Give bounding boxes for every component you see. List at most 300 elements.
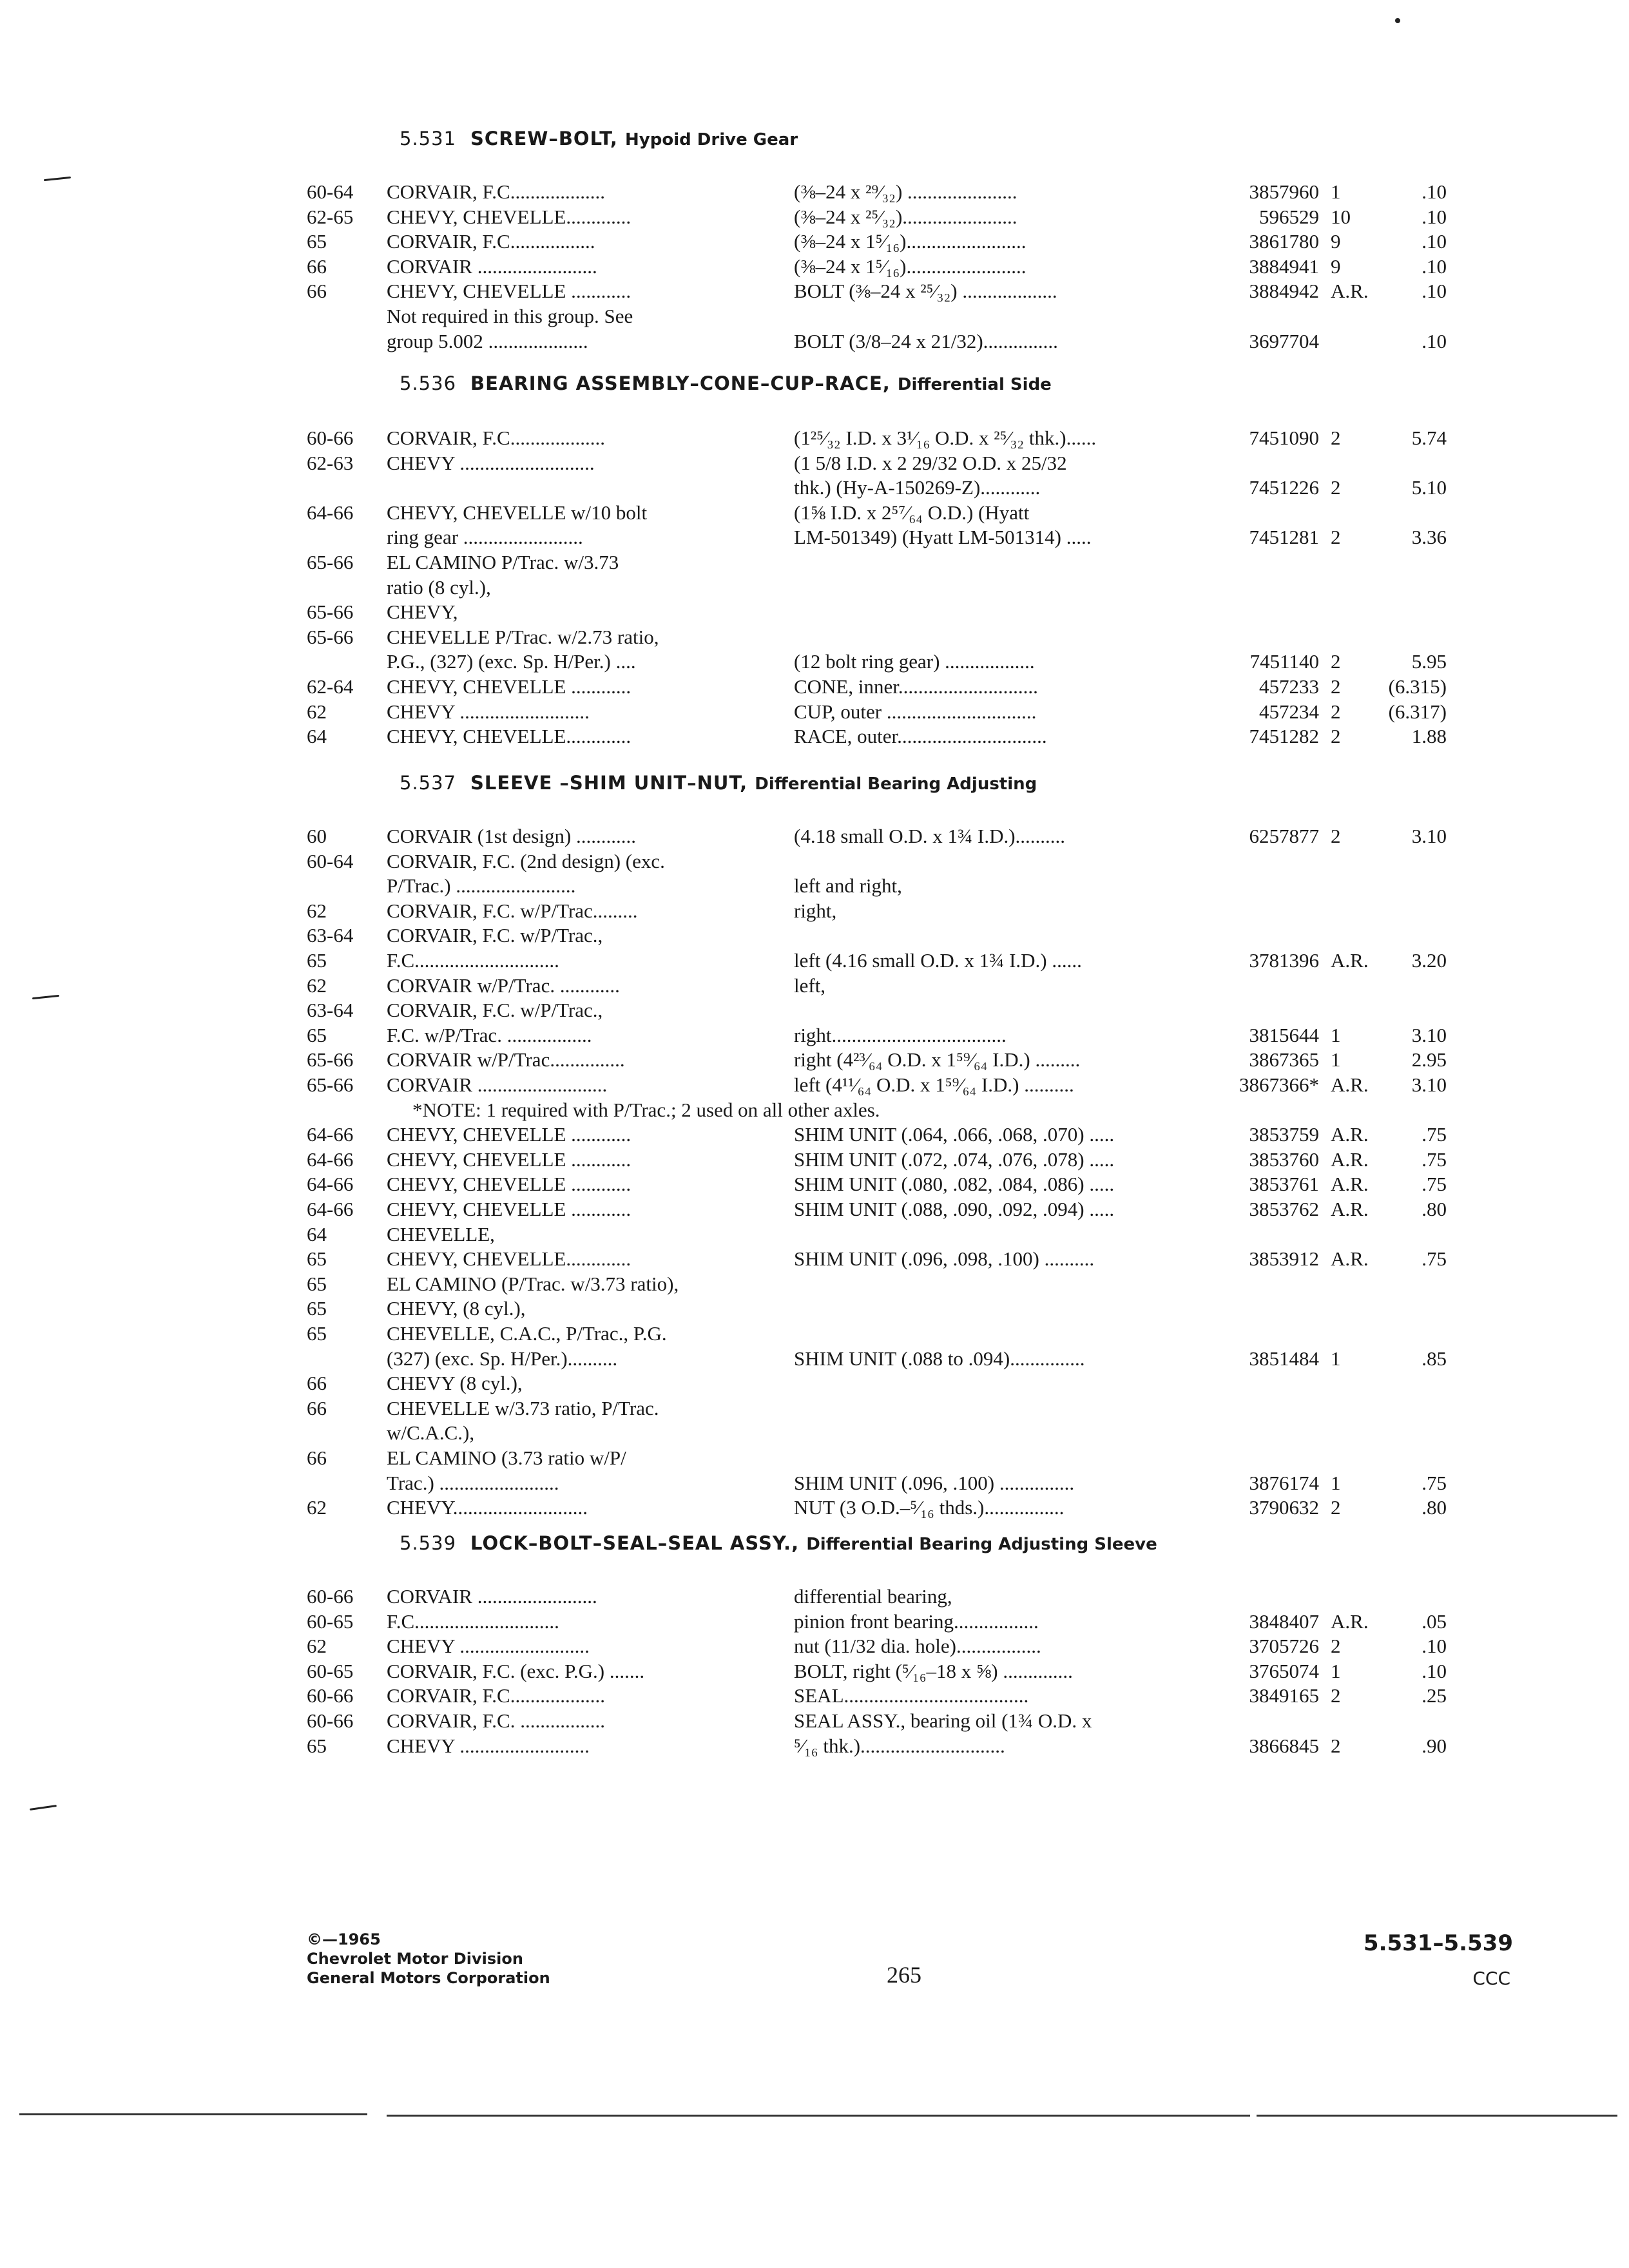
section-title: SCREW–BOLT, <box>470 128 618 149</box>
cell-app: CHEVY........................... <box>387 1496 588 1519</box>
cell-app: CORVAIR .......................... <box>387 1073 608 1096</box>
footer-copyright: ©—1965 <box>307 1930 381 1948</box>
cell-desc: SHIM UNIT (.088, .090, .092, .094) ..... <box>794 1198 1115 1220</box>
cell-desc: left (4¹¹⁄₆₄ O.D. x 1⁵⁹⁄₆₄ I.D.) .......... <box>794 1073 1074 1096</box>
cell-app: CHEVY, CHEVELLE ............ <box>387 1198 631 1220</box>
cell-app: CORVAIR, F.C................... <box>387 180 605 203</box>
cell-app: CHEVELLE, C.A.C., P/Trac., P.G. <box>387 1322 667 1345</box>
cell-year: 60-66 <box>307 1709 354 1732</box>
cell-app: ring gear ........................ <box>387 526 583 549</box>
cell-price: .10 <box>1422 205 1447 228</box>
cell-price: .80 <box>1422 1198 1447 1220</box>
table-row <box>0 949 1629 972</box>
cell-qty: 1 <box>1331 1023 1341 1046</box>
cell-part: 3705726 <box>1249 1635 1319 1658</box>
table-row <box>0 305 1629 328</box>
cell-price: .90 <box>1422 1734 1447 1757</box>
cell-year: 60-64 <box>307 180 354 203</box>
cell-desc: (1²⁵⁄₃₂ I.D. x 3¹⁄₁₆ O.D. x ²⁵⁄₃₂ thk.)...... <box>794 427 1097 449</box>
cell-app: CHEVY, CHEVELLE w/10 bolt <box>387 501 648 524</box>
cell-year: 60-66 <box>307 1585 354 1608</box>
table-row <box>0 700 1629 724</box>
cell-year: 64-66 <box>307 501 354 524</box>
cell-qty: A.R. <box>1331 1247 1369 1271</box>
cell-price: 5.74 <box>1411 427 1447 449</box>
cell-year: 65 <box>307 949 327 972</box>
table-row <box>0 924 1629 947</box>
cell-year: 64-66 <box>307 1148 354 1171</box>
cell-part: 457233 <box>1259 675 1319 698</box>
cell-part: 3853762 <box>1249 1198 1319 1220</box>
cell-part: 3781396 <box>1249 949 1319 972</box>
cell-app: CORVAIR (1st design) ............ <box>387 825 637 847</box>
footer-division: Chevrolet Motor Division <box>307 1950 523 1968</box>
cell-price: .75 <box>1422 1173 1447 1196</box>
cell-app: CHEVELLE P/Trac. w/2.73 ratio, <box>387 625 659 648</box>
table-row <box>0 1024 1629 1047</box>
cell-qty: 2 <box>1331 1684 1341 1707</box>
cell-price: 3.36 <box>1411 526 1447 549</box>
cell-part: 3853912 <box>1249 1247 1319 1271</box>
table-row <box>0 1496 1629 1519</box>
cell-app: CHEVELLE w/3.73 ratio, P/Trac. <box>387 1396 659 1419</box>
cell-qty: A.R. <box>1331 1073 1369 1096</box>
cell-desc: (4.18 small O.D. x 1¾ I.D.).......... <box>794 825 1066 847</box>
cell-app: CHEVELLE, <box>387 1222 495 1245</box>
section-range: 5.531–5.539 <box>1363 1930 1513 1956</box>
cell-part: 3815644 <box>1249 1023 1319 1046</box>
cell-desc: CUP, outer .............................. <box>794 700 1037 723</box>
cell-app: CORVAIR w/P/Trac............... <box>387 1048 625 1072</box>
footnote: *NOTE: 1 required with P/Trac.; 2 used on all other axles. <box>412 1098 880 1121</box>
table-row <box>0 675 1629 698</box>
table-row <box>0 601 1629 624</box>
cell-part: 3848407 <box>1249 1610 1319 1633</box>
cell-price: .75 <box>1422 1247 1447 1271</box>
cell-app: Not required in this group. See <box>387 305 633 327</box>
cell-price: 5.95 <box>1411 650 1447 673</box>
table-row <box>0 1322 1629 1345</box>
cell-year: 64-66 <box>307 1198 354 1220</box>
cell-desc: (⅜–24 x ²⁵⁄₃₂)....................... <box>794 205 1017 228</box>
cell-price: .10 <box>1422 255 1447 278</box>
cell-part: 3857960 <box>1249 180 1319 203</box>
section-number: 5.536 <box>400 372 457 394</box>
cell-price: .05 <box>1422 1610 1447 1633</box>
table-row <box>0 1610 1629 1633</box>
cell-app: ratio (8 cyl.), <box>387 575 491 599</box>
cell-year: 60-66 <box>307 1684 354 1707</box>
cell-desc: NUT (3 O.D.–⁵⁄₁₆ thds.)................ <box>794 1496 1065 1519</box>
cell-qty: 1 <box>1331 1471 1341 1494</box>
table-row <box>0 825 1629 848</box>
table-row <box>0 230 1629 253</box>
cell-year: 66 <box>307 280 327 303</box>
cell-app: (327) (exc. Sp. H/Per.).......... <box>387 1347 618 1370</box>
cell-app: CHEVY, CHEVELLE............. <box>387 725 631 748</box>
cell-price: .10 <box>1422 280 1447 303</box>
table-row <box>0 874 1629 898</box>
cell-year: 60-65 <box>307 1659 354 1682</box>
table-row <box>0 650 1629 673</box>
table-row <box>0 850 1629 873</box>
cell-year: 63-64 <box>307 999 354 1022</box>
cell-desc: SHIM UNIT (.072, .074, .076, .078) ..... <box>794 1148 1115 1171</box>
cell-qty: 2 <box>1331 1635 1341 1658</box>
cell-qty: A.R. <box>1331 1198 1369 1220</box>
cell-desc: pinion front bearing................. <box>794 1610 1039 1633</box>
cell-desc: SHIM UNIT (.096, .100) ............... <box>794 1471 1075 1494</box>
cell-price: .10 <box>1422 180 1447 203</box>
cell-qty: 1 <box>1331 1659 1341 1682</box>
cell-desc: differential bearing, <box>794 1585 952 1608</box>
cell-app: Trac.) ........................ <box>387 1471 559 1494</box>
cell-year: 64 <box>307 1222 327 1245</box>
cell-year: 62-65 <box>307 205 354 228</box>
cell-year: 65-66 <box>307 1073 354 1096</box>
cell-qty: 10 <box>1331 205 1351 228</box>
cell-qty: 1 <box>1331 1347 1341 1370</box>
cell-year: 64 <box>307 725 327 748</box>
cell-app: EL CAMINO (3.73 ratio w/P/ <box>387 1446 626 1469</box>
cell-part: 3853761 <box>1249 1173 1319 1196</box>
section-subtitle: Hypoid Drive Gear <box>625 130 798 149</box>
cell-qty: A.R. <box>1331 1123 1369 1146</box>
cell-app: CHEVY (8 cyl.), <box>387 1372 523 1395</box>
cell-app: F.C............................. <box>387 1610 559 1633</box>
table-row <box>0 899 1629 923</box>
cell-year: 62 <box>307 974 327 997</box>
cell-part: 3884942 <box>1249 280 1319 303</box>
cell-qty: 2 <box>1331 725 1341 748</box>
cell-qty: 1 <box>1331 180 1341 203</box>
cell-price: 3.20 <box>1411 949 1447 972</box>
table-row <box>0 1148 1629 1171</box>
cell-desc: BOLT (3/8–24 x 21/32)............... <box>794 329 1058 352</box>
cell-price: .10 <box>1422 230 1447 253</box>
table-row <box>0 330 1629 353</box>
cell-part: 7451226 <box>1249 476 1319 499</box>
cell-desc: right................................... <box>794 1023 1007 1046</box>
section-header <box>400 372 1052 394</box>
section-header <box>400 1532 1157 1554</box>
cell-year: 65 <box>307 230 327 253</box>
cell-year: 65 <box>307 1297 327 1320</box>
cell-year: 62 <box>307 899 327 922</box>
cell-year: 65-66 <box>307 601 354 624</box>
cell-part: 7451140 <box>1249 650 1319 673</box>
cell-year: 65 <box>307 1247 327 1271</box>
cell-part: 3851484 <box>1249 1347 1319 1370</box>
cell-year: 66 <box>307 1396 327 1419</box>
cell-qty: 2 <box>1331 1496 1341 1519</box>
section-title: LOCK–BOLT–SEAL–SEAL ASSY., <box>470 1532 800 1554</box>
cell-qty: 2 <box>1331 1734 1341 1757</box>
cell-year: 62 <box>307 1496 327 1519</box>
cell-price: (6.315) <box>1388 675 1447 698</box>
table-row <box>0 1372 1629 1395</box>
cell-app: CHEVY .......................... <box>387 700 590 723</box>
table-row <box>0 1397 1629 1420</box>
page-number: 265 <box>887 1962 921 1988</box>
cell-part: 6257877 <box>1249 825 1319 847</box>
section-header <box>400 128 798 149</box>
cell-price: 1.88 <box>1411 725 1447 748</box>
table-row <box>0 452 1629 475</box>
table-row <box>0 1073 1629 1097</box>
cell-desc: SHIM UNIT (.080, .082, .084, .086) ..... <box>794 1173 1115 1196</box>
cell-app: CHEVY, CHEVELLE ............ <box>387 1123 631 1146</box>
table-row <box>0 626 1629 649</box>
cell-app: CORVAIR, F.C................... <box>387 1684 605 1707</box>
cell-part: 3884941 <box>1249 255 1319 278</box>
cell-qty: A.R. <box>1331 280 1369 303</box>
cell-year: 62 <box>307 1635 327 1658</box>
cell-app: CHEVY, (8 cyl.), <box>387 1297 526 1320</box>
section-title: BEARING ASSEMBLY–CONE–CUP–RACE, <box>470 372 891 394</box>
cell-app: CORVAIR, F.C. w/P/Trac., <box>387 924 603 947</box>
cell-price: 3.10 <box>1411 1023 1447 1046</box>
cell-year: 66 <box>307 255 327 278</box>
table-row <box>0 1446 1629 1470</box>
cell-year: 65 <box>307 1023 327 1046</box>
cell-year: 62-63 <box>307 451 354 474</box>
cell-qty: 9 <box>1331 255 1341 278</box>
table-row <box>0 1684 1629 1707</box>
table-row <box>0 1123 1629 1146</box>
cell-app: CHEVY .......................... <box>387 1635 590 1658</box>
cell-part: 3867366* <box>1239 1073 1319 1096</box>
cell-app: CHEVY, CHEVELLE............. <box>387 205 631 228</box>
cell-year: 65-66 <box>307 625 354 648</box>
table-row <box>0 999 1629 1022</box>
cell-desc: (⅜–24 x ²⁹⁄₃₂) ...................... <box>794 180 1017 203</box>
table-row <box>0 1660 1629 1683</box>
cell-desc: right (4²³⁄₆₄ O.D. x 1⁵⁹⁄₆₄ I.D.) ......... <box>794 1048 1081 1072</box>
speck-mark <box>1395 18 1400 23</box>
cell-app: CORVAIR ........................ <box>387 255 597 278</box>
cell-qty: 2 <box>1331 700 1341 723</box>
cell-app: CHEVY, CHEVELLE ............ <box>387 1173 631 1196</box>
cell-year: 60-65 <box>307 1610 354 1633</box>
table-row <box>0 1735 1629 1758</box>
table-row <box>0 1198 1629 1221</box>
table-row <box>0 1709 1629 1733</box>
table-row <box>0 551 1629 574</box>
cell-qty: 2 <box>1331 526 1341 549</box>
cell-qty: 2 <box>1331 427 1341 449</box>
table-row <box>0 427 1629 450</box>
footer-corporation: General Motors Corporation <box>307 1969 550 1987</box>
cell-qty: A.R. <box>1331 1610 1369 1633</box>
cell-desc: ⁵⁄₁₆ thk.)............................. <box>794 1734 1005 1757</box>
cell-qty: 9 <box>1331 230 1341 253</box>
cell-app: CHEVY, CHEVELLE ............ <box>387 1148 631 1171</box>
cell-app: CORVAIR, F.C. (2nd design) (exc. <box>387 849 665 872</box>
cell-desc: SEAL..................................... <box>794 1684 1029 1707</box>
cell-part: 3765074 <box>1249 1659 1319 1682</box>
cell-part: 7451090 <box>1249 427 1319 449</box>
cell-part: 3853759 <box>1249 1123 1319 1146</box>
cell-year: 64-66 <box>307 1173 354 1196</box>
cell-part: 457234 <box>1259 700 1319 723</box>
cell-price: .75 <box>1422 1471 1447 1494</box>
cell-desc: right, <box>794 899 837 922</box>
section-number: 5.531 <box>400 128 457 149</box>
cell-price: .10 <box>1422 1635 1447 1658</box>
cell-desc: nut (11/32 dia. hole)................. <box>794 1635 1041 1658</box>
cell-desc: BOLT (⅜–24 x ²⁵⁄₃₂) ................... <box>794 280 1057 303</box>
bottom-rule-left <box>19 2113 367 2115</box>
cell-part: 7451282 <box>1249 725 1319 748</box>
cell-price: .80 <box>1422 1496 1447 1519</box>
cell-app: P.G., (327) (exc. Sp. H/Per.) .... <box>387 650 636 673</box>
table-row <box>0 1247 1629 1271</box>
cell-app: CORVAIR, F.C. w/P/Trac......... <box>387 899 638 922</box>
cell-part: 3849165 <box>1249 1684 1319 1707</box>
cell-app: w/C.A.C.), <box>387 1421 475 1445</box>
cell-qty: A.R. <box>1331 1148 1369 1171</box>
section-subtitle: Differential Side <box>897 375 1052 394</box>
table-row <box>0 255 1629 278</box>
table-row <box>0 1099 1629 1122</box>
cell-year: 65-66 <box>307 1048 354 1072</box>
cell-year: 63-64 <box>307 924 354 947</box>
cell-year: 62 <box>307 700 327 723</box>
cell-price: .10 <box>1422 1659 1447 1682</box>
cell-desc: thk.) (Hy-A-150269-Z)............ <box>794 476 1041 499</box>
cell-desc: SHIM UNIT (.064, .066, .068, .070) ..... <box>794 1123 1115 1146</box>
section-subtitle: Differential Bearing Adjusting <box>755 774 1037 794</box>
section-number: 5.537 <box>400 772 457 794</box>
cell-price: .85 <box>1422 1347 1447 1370</box>
cell-desc: left, <box>794 974 826 997</box>
cell-app: CORVAIR, F.C. w/P/Trac., <box>387 999 603 1022</box>
cell-desc: SEAL ASSY., bearing oil (1¾ O.D. x <box>794 1709 1092 1732</box>
cell-price: .75 <box>1422 1123 1447 1146</box>
table-row <box>0 1635 1629 1658</box>
cell-desc: (⅜–24 x 1⁵⁄₁₆)........................ <box>794 255 1027 278</box>
cell-part: 7451281 <box>1249 526 1319 549</box>
section-number: 5.539 <box>400 1532 457 1554</box>
cell-price: .75 <box>1422 1148 1447 1171</box>
table-row <box>0 476 1629 499</box>
cell-app: EL CAMINO (P/Trac. w/3.73 ratio), <box>387 1272 679 1295</box>
cell-desc: (⅜–24 x 1⁵⁄₁₆)........................ <box>794 230 1027 253</box>
table-row <box>0 280 1629 303</box>
cell-year: 60-66 <box>307 427 354 449</box>
cell-price: 2.95 <box>1411 1048 1447 1072</box>
cell-desc: (1 5/8 I.D. x 2 29/32 O.D. x 25/32 <box>794 451 1067 474</box>
cell-year: 60-64 <box>307 849 354 872</box>
cell-desc: SHIM UNIT (.088 to .094)............... <box>794 1347 1085 1370</box>
cell-part: 3867365 <box>1249 1048 1319 1072</box>
cell-price: 3.10 <box>1411 825 1447 847</box>
table-row <box>0 1048 1629 1072</box>
table-row <box>0 1297 1629 1320</box>
table-row <box>0 526 1629 549</box>
cell-desc: CONE, inner............................ <box>794 675 1038 698</box>
cell-year: 62-64 <box>307 675 354 698</box>
table-row <box>0 1347 1629 1370</box>
cell-app: F.C............................. <box>387 949 559 972</box>
cell-part: 3866845 <box>1249 1734 1319 1757</box>
cell-year: 65 <box>307 1272 327 1295</box>
cell-part: 3697704 <box>1249 329 1319 352</box>
cell-year: 66 <box>307 1372 327 1395</box>
cell-app: CORVAIR, F.C. ................. <box>387 1709 605 1732</box>
cell-app: CHEVY, CHEVELLE ............ <box>387 280 631 303</box>
cell-desc: (12 bolt ring gear) .................. <box>794 650 1035 673</box>
table-row <box>0 1173 1629 1196</box>
table-row <box>0 974 1629 997</box>
cell-desc: (1⅝ I.D. x 2⁵⁷⁄₆₄ O.D.) (Hyatt <box>794 501 1030 524</box>
cell-qty: A.R. <box>1331 1173 1369 1196</box>
table-row <box>0 1585 1629 1608</box>
cell-qty: 2 <box>1331 825 1341 847</box>
cell-desc: RACE, outer.............................. <box>794 725 1047 748</box>
cell-app: CHEVY, CHEVELLE ............ <box>387 675 631 698</box>
cell-app: CHEVY, <box>387 601 458 624</box>
cell-desc: left and right, <box>794 874 902 898</box>
cell-price: 3.10 <box>1411 1073 1447 1096</box>
table-row <box>0 1472 1629 1495</box>
cell-app: P/Trac.) ........................ <box>387 874 576 898</box>
cell-qty: 2 <box>1331 476 1341 499</box>
cell-app: group 5.002 .................... <box>387 329 588 352</box>
table-row <box>0 725 1629 748</box>
table-row <box>0 206 1629 229</box>
table-row <box>0 1421 1629 1445</box>
table-row <box>0 576 1629 599</box>
cell-year: 60 <box>307 825 327 847</box>
cell-app: CORVAIR, F.C................. <box>387 230 595 253</box>
table-row <box>0 501 1629 524</box>
cell-app: CORVAIR w/P/Trac. ............ <box>387 974 620 997</box>
binder-hole-mark <box>30 1805 57 1811</box>
cell-year: 65-66 <box>307 551 354 573</box>
cell-app: EL CAMINO P/Trac. w/3.73 <box>387 551 619 573</box>
cell-price: .10 <box>1422 329 1447 352</box>
table-row <box>0 1223 1629 1246</box>
cell-app: CORVAIR ........................ <box>387 1585 597 1608</box>
cell-part: 3790632 <box>1249 1496 1319 1519</box>
cell-qty: 2 <box>1331 675 1341 698</box>
cell-year: 65 <box>307 1322 327 1345</box>
section-header <box>400 772 1037 794</box>
cell-price: (6.317) <box>1388 700 1447 723</box>
cell-app: CHEVY, CHEVELLE............. <box>387 1247 631 1271</box>
cell-year: 64-66 <box>307 1123 354 1146</box>
cell-app: CORVAIR, F.C. (exc. P.G.) ....... <box>387 1659 645 1682</box>
cell-app: CHEVY ........................... <box>387 451 595 474</box>
cell-part: 3853760 <box>1249 1148 1319 1171</box>
cell-app: CHEVY .......................... <box>387 1734 590 1757</box>
cell-desc: LM-501349) (Hyatt LM-501314) ..... <box>794 526 1092 549</box>
cell-price: .25 <box>1422 1684 1447 1707</box>
cell-qty: A.R. <box>1331 949 1369 972</box>
bottom-rule-center <box>387 2115 1250 2117</box>
section-title: SLEEVE –SHIM UNIT–NUT, <box>470 772 748 794</box>
cell-desc: SHIM UNIT (.096, .098, .100) .......... <box>794 1247 1095 1271</box>
cell-part: 596529 <box>1259 205 1319 228</box>
cell-app: CORVAIR, F.C................... <box>387 427 605 449</box>
cell-desc: BOLT, right (⁵⁄₁₆–18 x ⅝) .............. <box>794 1659 1073 1682</box>
cell-part: 3876174 <box>1249 1471 1319 1494</box>
section-subtitle: Differential Bearing Adjusting Sleeve <box>806 1535 1157 1554</box>
catalog-code: CCC <box>1472 1968 1510 1989</box>
bottom-rule-right <box>1257 2115 1617 2117</box>
